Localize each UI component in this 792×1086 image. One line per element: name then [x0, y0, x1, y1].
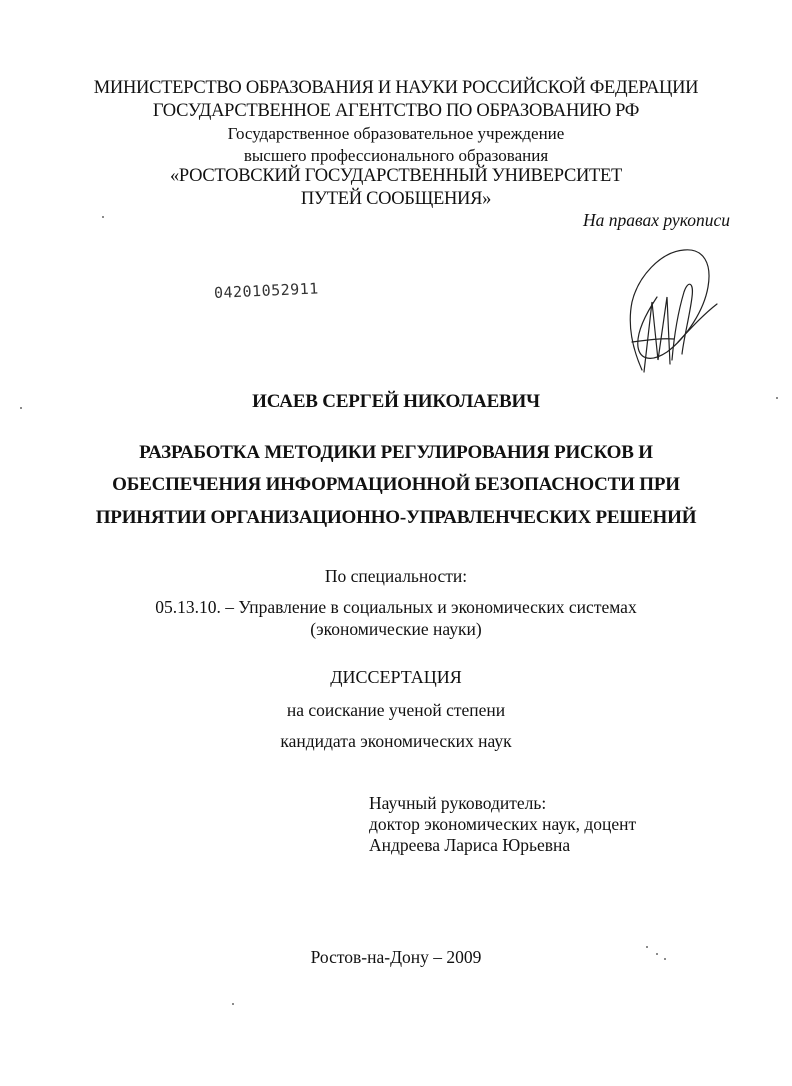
dissertation-title-line-1: РАЗРАБОТКА МЕТОДИКИ РЕГУЛИРОВАНИЯ РИСКОВ И — [139, 442, 653, 463]
university-line-1: «РОСТОВСКИЙ ГОСУДАРСТВЕННЫЙ УНИВЕРСИТЕТ — [169, 166, 623, 186]
scan-speck — [656, 953, 658, 955]
university-line-2: ПУТЕЙ СООБЩЕНИЯ» — [300, 189, 492, 209]
author-name: ИСАЕВ СЕРГЕЙ НИКОЛАЕВИЧ — [252, 391, 540, 412]
manuscript-note: На правах рукописи — [583, 210, 730, 230]
dissertation-purpose: на соискание ученой степени — [286, 700, 506, 720]
dissertation-title-line-3: ПРИНЯТИИ ОРГАНИЗАЦИОННО-УПРАВЛЕНЧЕСКИХ РЕШЕНИЙ — [95, 507, 697, 528]
dissertation-title-line-2: ОБЕСПЕЧЕНИЯ ИНФОРМАЦИОННОЙ БЕЗОПАСНОСТИ ПРИ — [112, 474, 680, 495]
scan-speck — [102, 216, 104, 218]
place-and-year: Ростов-на-Дону – 2009 — [310, 947, 482, 967]
supervisor-name: Андреева Лариса Юрьевна — [369, 835, 571, 855]
specialty-field: (экономические науки) — [310, 619, 482, 639]
specialty-label: По специальности: — [324, 566, 468, 586]
supervisor-label: Научный руководитель: — [369, 793, 547, 813]
ministry-line: МИНИСТЕРСТВО ОБРАЗОВАНИЯ И НАУКИ РОССИЙСКОЙ ФЕДЕРАЦИИ — [93, 78, 699, 98]
agency-line: ГОСУДАРСТВЕННОЕ АГЕНТСТВО ПО ОБРАЗОВАНИЮ РФ — [152, 101, 640, 121]
institution-type-line: Государственное образовательное учреждение — [227, 124, 565, 143]
scan-speck — [646, 946, 648, 948]
institution-level-line: высшего профессионального образования — [243, 146, 549, 165]
supervisor-title: доктор экономических наук, доцент — [369, 814, 637, 834]
specialty-code-line: 05.13.10. – Управление в социальных и экономических системах — [155, 597, 637, 617]
scan-speck — [664, 958, 666, 960]
registry-number-stamp: 04201052911 — [213, 279, 320, 302]
dissertation-label: ДИССЕРТАЦИЯ — [330, 667, 462, 687]
scan-speck — [776, 397, 778, 399]
scan-speck — [20, 407, 22, 409]
dissertation-degree: кандидата экономических наук — [280, 731, 512, 751]
scan-speck — [232, 1003, 234, 1005]
signature-icon — [612, 242, 722, 377]
